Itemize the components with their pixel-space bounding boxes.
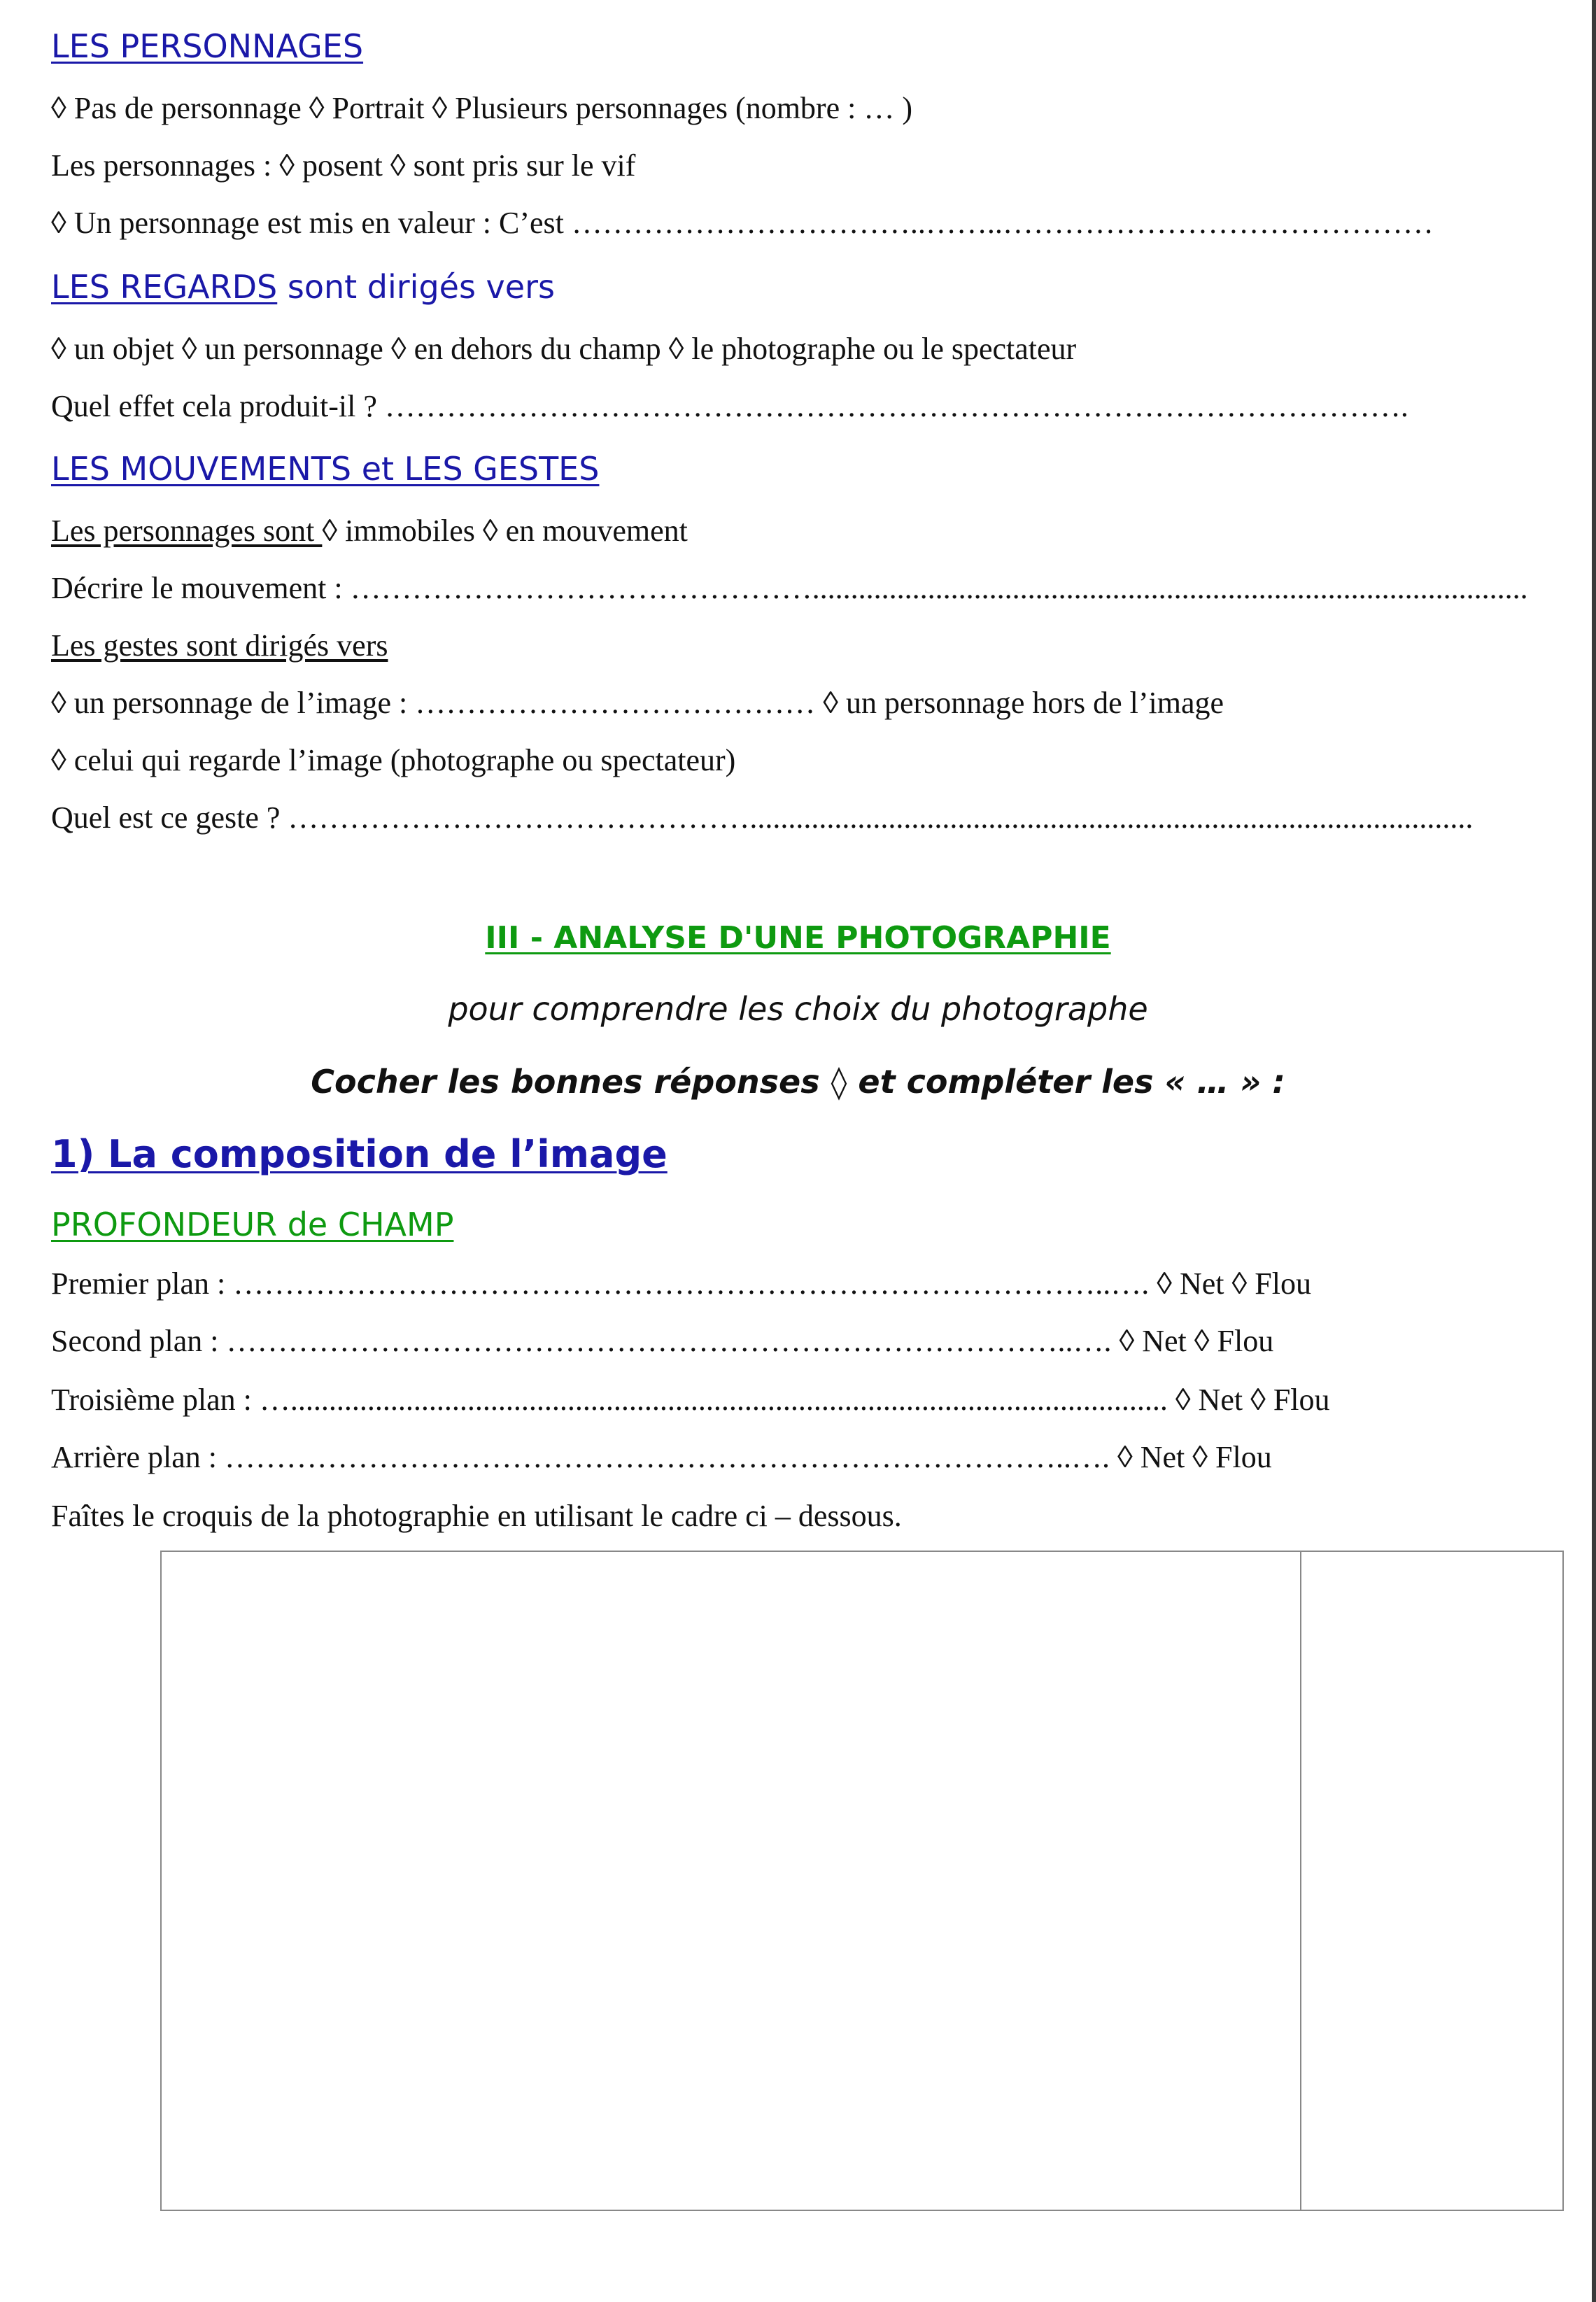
- mouvements-etat-options: ◊ immobiles ◊ en mouvement: [322, 514, 688, 548]
- croquis-instruction: Faîtes le croquis de la photographie en utilisant le cadre ci – dessous.: [51, 1499, 902, 1533]
- second-plan: Second plan : ………………………………………………………………………..…. ◊ Net ◊ Flou: [51, 1324, 1274, 1358]
- sketch-frame-divider: [1300, 1552, 1301, 2210]
- heading-regards: [51, 267, 555, 306]
- gestes-heading: Les gestes sont dirigés vers: [51, 628, 388, 663]
- premier-plan: Premier plan : …………………………………………………………………………..…. ◊ Net ◊ Flou: [51, 1266, 1311, 1301]
- heading-mouvements: LES MOUVEMENTS et LES GESTES: [51, 450, 600, 488]
- mouvements-etat: [51, 512, 688, 550]
- mouvements-etat-label: Les personnages sont: [51, 514, 323, 548]
- geste-question: Quel est ce geste ? ………………………………………..............................................................................................: [51, 800, 1474, 835]
- heading-regards-rest: sont dirigés vers: [277, 268, 555, 306]
- arriere-plan: Arrière plan : ………………………………………………………………………..…. ◊ Net ◊ Flou: [51, 1440, 1272, 1474]
- gestes-options: ◊ un personnage de l’image : ………………………………… ◊ un personnage hors de l’image: [51, 686, 1224, 720]
- regards-options: ◊ un objet ◊ un personnage ◊ en dehors du champ ◊ le photographe ou le spectateur: [51, 332, 1077, 366]
- page-edge-bar: [1592, 0, 1596, 2302]
- heading-personnages: LES PERSONNAGES: [51, 27, 364, 65]
- troisieme-plan: Troisième plan : ….................................................................................................................. ◊ Net ◊ Flou: [51, 1383, 1330, 1417]
- composition-title: 1) La composition de l’image: [51, 1132, 668, 1176]
- personnage-valeur: ◊ Un personnage est mis en valeur : C’est ……………………………..……..……………………………………: [51, 206, 1434, 240]
- personnages-pose: Les personnages : ◊ posent ◊ sont pris sur le vif: [51, 148, 636, 183]
- sketch-frame[interactable]: [160, 1551, 1564, 2211]
- section3-title: III - ANALYSE D'UNE PHOTOGRAPHIE: [485, 920, 1111, 956]
- regards-effet: Quel effet cela produit-il ? ……………………………………………………………………………………….: [51, 389, 1408, 423]
- profondeur-heading: PROFONDEUR de CHAMP: [51, 1206, 454, 1243]
- section3-instruction: Cocher les bonnes réponses ◊ et compléter les « … » :: [311, 1063, 1285, 1101]
- gestes-spectateur: ◊ celui qui regarde l’image (photographe ou spectateur): [51, 743, 736, 777]
- heading-regards-underlined: LES REGARDS: [51, 268, 278, 306]
- mouvement-description: Décrire le mouvement : ……………………………………….............................................................................................: [51, 571, 1528, 605]
- personnages-options: ◊ Pas de personnage ◊ Portrait ◊ Plusieurs personnages (nombre : … ): [51, 91, 912, 125]
- section3-subtitle: pour comprendre les choix du photographe: [448, 990, 1148, 1028]
